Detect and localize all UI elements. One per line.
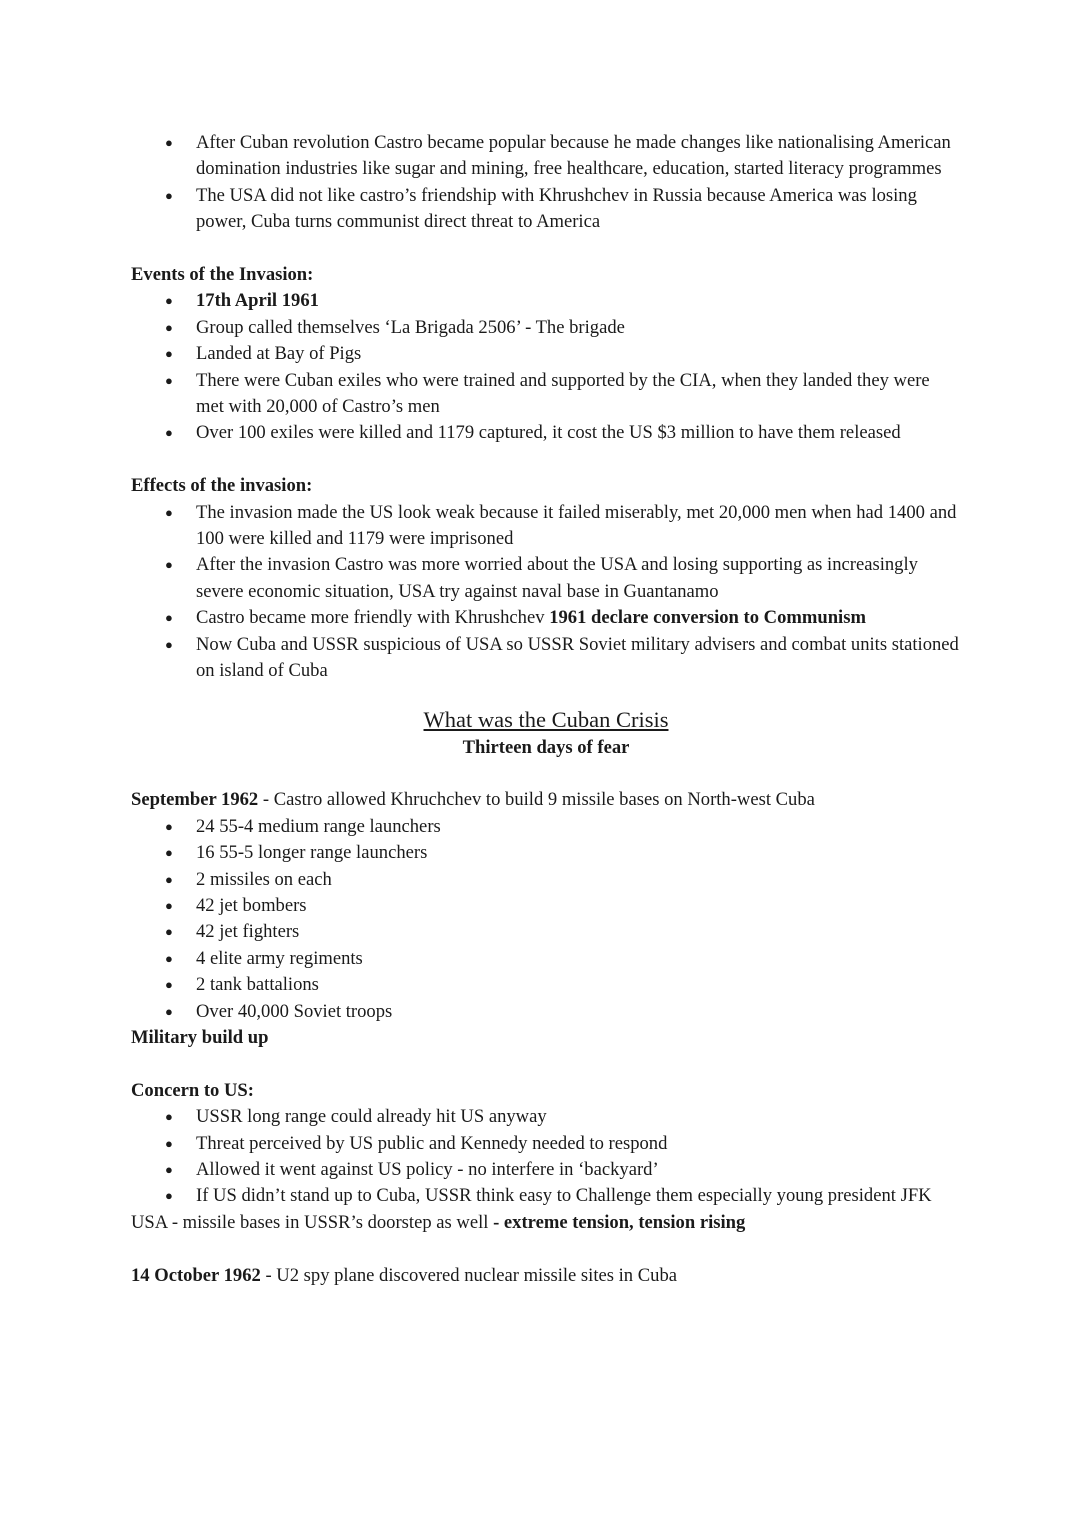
concern-summary-emphasis: - extreme tension, tension rising <box>493 1211 746 1233</box>
list-item: ● USSR long range could already hit US anyway <box>131 1104 961 1130</box>
crisis-title: What was the Cuban Crisis <box>423 706 669 732</box>
events-list <box>131 288 961 446</box>
list-item <box>131 288 961 314</box>
list-item: ● 24 55-4 medium range launchers <box>131 814 961 840</box>
list-item: ● 42 jet bombers <box>131 893 961 919</box>
list-item: ● If US didn’t stand up to Cuba, USSR think easy to Challenge them especially young president JFK <box>131 1183 961 1209</box>
list-item: ● Group called themselves ‘La Brigada 2506’ - The brigade <box>131 315 961 341</box>
september-line <box>131 787 961 813</box>
concern-summary <box>131 1210 961 1236</box>
effects-list <box>131 500 961 685</box>
effects-heading: Effects of the invasion: <box>131 475 313 497</box>
list-item: ● The USA did not like castro’s friendship with Khrushchev in Russia because America was losing power, Cuba turns communist direct threat to America <box>131 183 961 236</box>
list-item: ● After Cuban revolution Castro became popular because he made changes like nationalising American domination industries like sugar and mining, free healthcare, education, started literacy programmes <box>131 130 961 183</box>
list-item: ● 2 tank battalions <box>131 972 961 998</box>
list-item: ● There were Cuban exiles who were trained and supported by the CIA, when they landed they were met with 20,000 of Castro’s men <box>131 368 961 421</box>
september-list <box>131 814 961 1025</box>
list-item: ● Over 40,000 Soviet troops <box>131 999 961 1025</box>
events-heading: Events of the Invasion: <box>131 264 314 286</box>
list-item: ● Now Cuba and USSR suspicious of USA so USSR Soviet military advisers and combat units stationed on island of Cuba <box>131 632 961 685</box>
september-date: September 1962 <box>131 789 259 811</box>
crisis-subtitle: Thirteen days of fear <box>462 736 630 758</box>
list-item: ● Landed at Bay of Pigs <box>131 341 961 367</box>
list-item: ● Threat perceived by US public and Kennedy needed to respond <box>131 1131 961 1157</box>
list-item <box>131 605 961 631</box>
october-text: - U2 spy plane discovered nuclear missile sites in Cuba <box>260 1264 677 1286</box>
military-buildup-label: Military build up <box>131 1026 269 1048</box>
list-item: ● 16 55-5 longer range launchers <box>131 840 961 866</box>
list-item: ● After the invasion Castro was more worried about the USA and losing supporting as increasingly severe economic situation, USA try against naval base in Guantanamo <box>131 552 961 605</box>
list-item: ● Allowed it went against US policy - no interfere in ‘backyard’ <box>131 1157 961 1183</box>
intro-list <box>131 130 961 236</box>
september-text: - Castro allowed Khruchchev to build 9 missile bases on North-west Cuba <box>258 789 815 811</box>
events-date: 17th April 1961 <box>196 290 319 312</box>
list-item: ● The invasion made the US look weak because it failed miserably, met 20,000 men when had 1400 and 100 were killed and 1179 were imprisoned <box>131 500 961 553</box>
list-item: ● Over 100 exiles were killed and 1179 captured, it cost the US $3 million to have them released <box>131 420 961 446</box>
list-item: ● 42 jet fighters <box>131 919 961 945</box>
october-date: 14 October 1962 <box>131 1264 261 1286</box>
list-item: ● 2 missiles on each <box>131 867 961 893</box>
october-line <box>131 1263 961 1289</box>
list-item: ● 4 elite army regiments <box>131 946 961 972</box>
concern-summary-text: USA - missile bases in USSR’s doorstep as well <box>131 1211 494 1233</box>
concern-heading: Concern to US: <box>131 1079 254 1101</box>
document-page <box>131 130 961 1289</box>
effects-emphasis: 1961 declare conversion to Communism <box>549 607 866 629</box>
effects-text: Castro became more friendly with Khrushchev <box>196 607 550 629</box>
concern-list <box>131 1104 961 1210</box>
